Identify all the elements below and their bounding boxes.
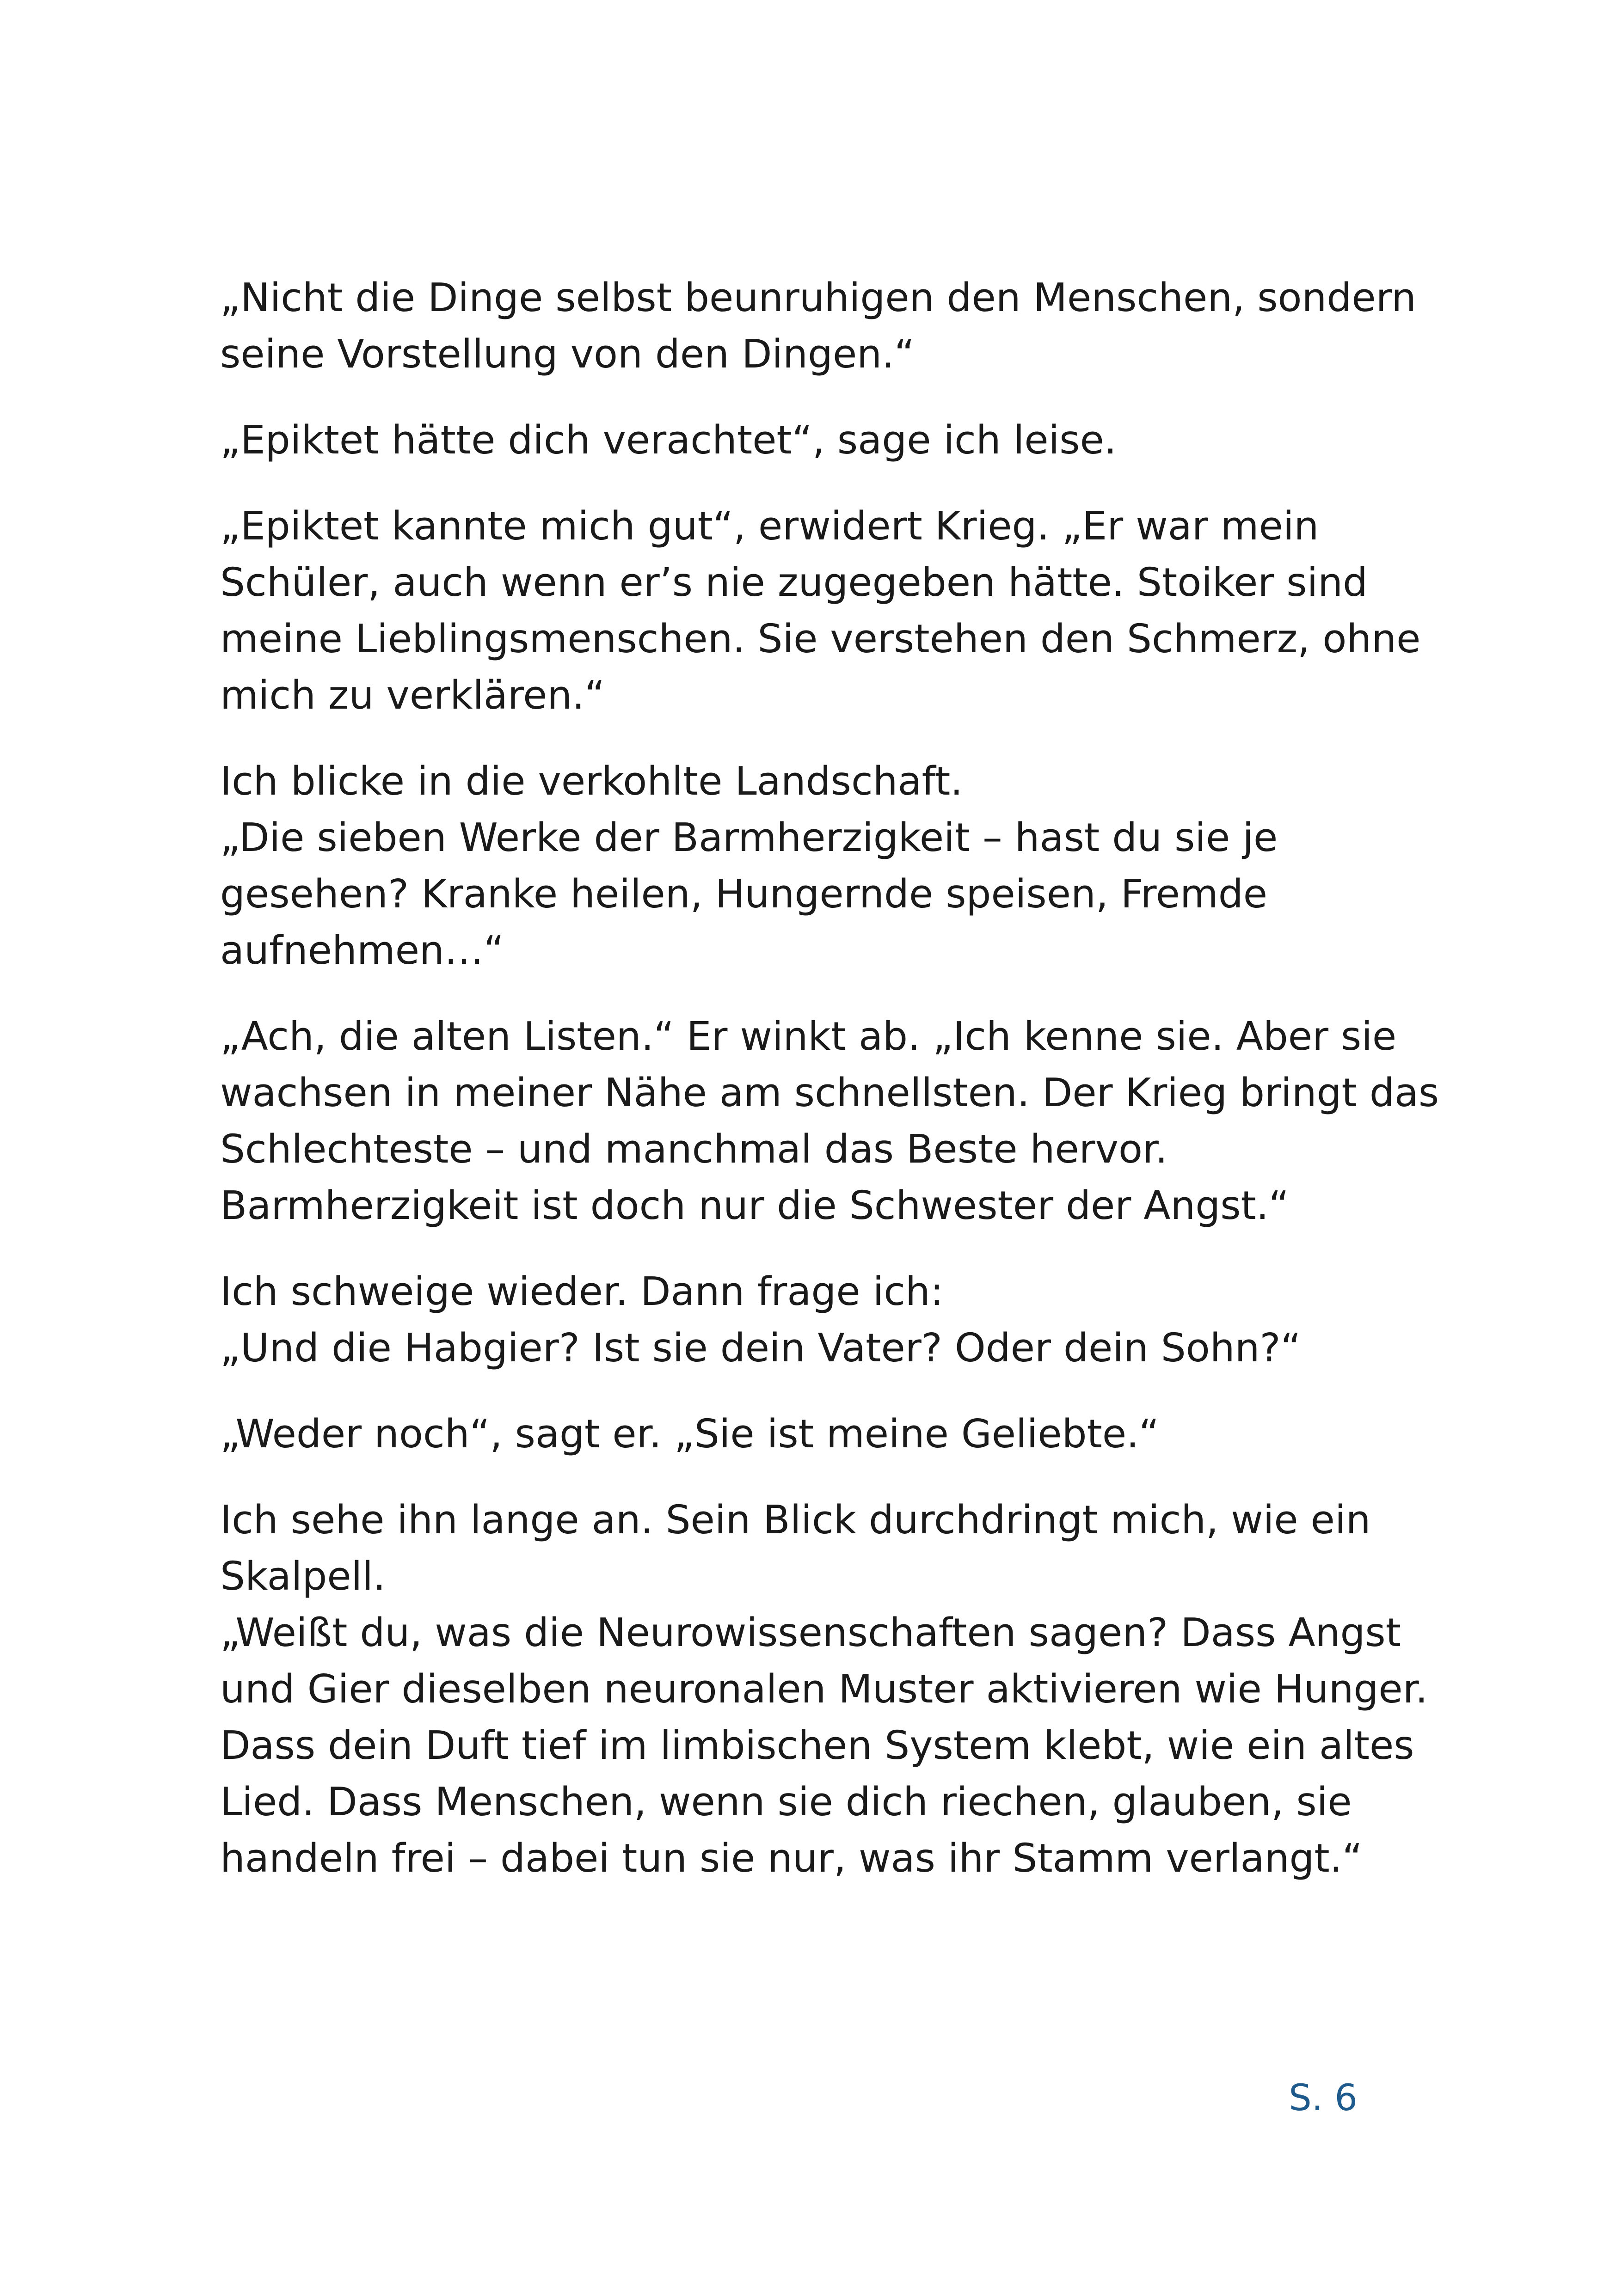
text-line: „Und die Habgier? Ist sie dein Vater? Oder dein Sohn?“ xyxy=(220,1325,1301,1371)
text-line: Schüler, auch wenn er’s nie zugegeben hätte. Stoiker sind xyxy=(220,560,1368,606)
text-line: aufnehmen…“ xyxy=(220,928,504,974)
paragraph xyxy=(220,270,1416,383)
text-line: Skalpell. xyxy=(220,1554,386,1599)
body-text xyxy=(220,270,1439,1916)
text-line: „Epiktet hätte dich verachtet“, sage ich leise. xyxy=(220,417,1117,463)
paragraph xyxy=(220,412,1385,469)
text-line: Ich blicke in die verkohlte Landschaft. xyxy=(220,759,963,804)
text-line: mich zu verklären.“ xyxy=(220,673,605,718)
text-line: Barmherzigkeit ist doch nur die Schwester der Angst.“ xyxy=(220,1183,1289,1229)
text-line: meine Lieblingsmenschen. Sie verstehen den Schmerz, ohne xyxy=(220,616,1421,662)
text-line: „Weder noch“, sagt er. „Sie ist meine Geliebte.“ xyxy=(220,1411,1160,1457)
text-line: handeln frei – dabei tun sie nur, was ihr Stamm verlangt.“ xyxy=(220,1836,1363,1881)
page-number: S. 6 xyxy=(1289,2077,1358,2119)
text-line: wachsen in meiner Nähe am schnellsten. Der Krieg bringt das xyxy=(220,1070,1439,1116)
paragraph xyxy=(220,1492,1428,1887)
text-line: „Ach, die alten Listen.“ Er winkt ab. „Ich kenne sie. Aber sie xyxy=(220,1014,1397,1059)
text-line: seine Vorstellung von den Dingen.“ xyxy=(220,331,915,377)
text-line: „Nicht die Dinge selbst beunruhigen den Menschen, sondern xyxy=(220,275,1416,321)
text-line: Ich schweige wieder. Dann frage ich: xyxy=(220,1269,944,1315)
paragraph xyxy=(220,498,1421,724)
text-line: „Die sieben Werke der Barmherzigkeit – hast du sie je xyxy=(220,815,1278,861)
text-line: gesehen? Kranke heilen, Hungernde speisen, Fremde xyxy=(220,871,1268,917)
text-line: Dass dein Duft tief im limbischen System klebt, wie ein altes xyxy=(220,1723,1414,1769)
text-line: und Gier dieselben neuronalen Muster aktivieren wie Hunger. xyxy=(220,1666,1428,1712)
paragraph xyxy=(220,1406,1385,1463)
paragraph xyxy=(220,753,1385,979)
paragraph xyxy=(220,1009,1439,1234)
paragraph xyxy=(220,1264,1385,1377)
text-line: Ich sehe ihn lange an. Sein Blick durchdringt mich, wie ein xyxy=(220,1497,1371,1543)
text-line: Schlechteste – und manchmal das Beste hervor. xyxy=(220,1127,1168,1172)
text-line: „Weißt du, was die Neurowissenschaften sagen? Dass Angst xyxy=(220,1610,1401,1656)
text-line: Lied. Dass Menschen, wenn sie dich riechen, glauben, sie xyxy=(220,1779,1352,1825)
text-line: „Epiktet kannte mich gut“, erwidert Krieg. „Er war mein xyxy=(220,503,1319,549)
